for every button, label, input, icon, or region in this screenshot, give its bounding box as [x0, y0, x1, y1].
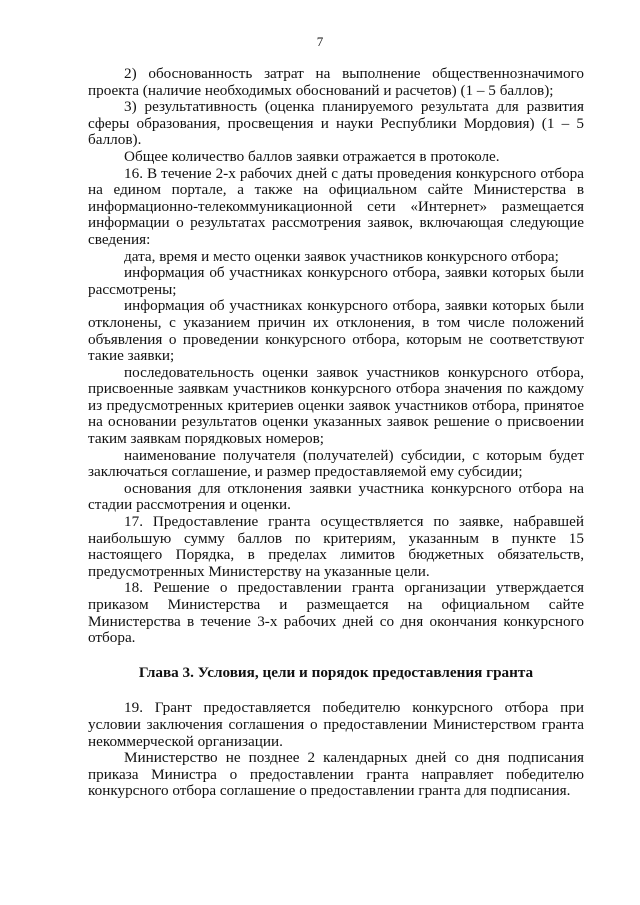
paragraph-criterion-2: 2) обоснованность затрат на выполнение общественнозначимого проекта (наличие необходимых обоснований и расчетов) (1 – 5 баллов); — [88, 65, 584, 99]
spacer — [88, 647, 584, 665]
paragraph-16-item-sequence: последовательность оценки заявок участников конкурсного отбора, присвоенные заявкам участников конкурсного отбора значения по каждому из предусмотренных критериев оценки заявок участников отбора, принятое на основании результатов оценки указанных заявок решение о присвоении таким заявкам порядковых номеров; — [88, 363, 584, 448]
spacer — [88, 681, 584, 700]
paragraph-16-item-rejected: информация об участниках конкурсного отбора, заявки которых были отклонены, с указанием причин их отклонения, в том числе положений объявления о проведении конкурсного отбора, которым не соответствуют такие заявки; — [88, 297, 584, 365]
paragraph-criterion-3: 3) результативность (оценка планируемого результата для развития сферы образования, просвещения и науки Республики Мордовия) (1 – 5 баллов). — [88, 98, 584, 149]
paragraph-total-score: Общее количество баллов заявки отражается в протоколе. — [124, 147, 500, 165]
paragraph-16-item-recipient: наименование получателя (получателей) субсидии, с которым будет заключаться соглашение, и размер предоставляемой ему субсидии; — [88, 446, 584, 481]
paragraph-19-ministry: Министерство не позднее 2 календарных дней со дня подписания приказа Министра о предоставлении гранта направляет победителю конкурсного отбора соглашение о предоставлении гранта для подписания. — [88, 749, 584, 800]
paragraph-17: 17. Предоставление гранта осуществляется по заявке, набравшей наибольшую сумму баллов по критериям, указанным в пункте 15 настоящего Порядка, в пределах лимитов бюджетных обязательств, предусмотренных Министерству на указанные цели. — [88, 513, 584, 580]
paragraph-18: 18. Решение о предоставлении гранта организации утверждается приказом Министерства и размещается на официальном сайте Министерства в течение 3-х рабочих дней со дня окончания конкурсного отбора. — [88, 579, 584, 647]
page-number: 7 — [316, 34, 324, 49]
paragraph-16-item-date: дата, время и место оценки заявок участников конкурсного отбора; — [124, 247, 559, 265]
document-body — [88, 66, 584, 800]
paragraph-16-item-reviewed: информация об участниках конкурсного отбора, заявки которых были рассмотрены; — [88, 264, 584, 298]
paragraph-16: 16. В течение 2-х рабочих дней с даты проведения конкурсного отбора на едином портале, а также на официальном сайте Министерства в информационно-телекоммуникационной сети «Интернет» размещается информации о результатах рассмотрения заявок, включающая следующие сведения: — [88, 164, 584, 248]
paragraph-16-item-grounds: основания для отклонения заявки участника конкурсного отбора на стадии рассмотрения и оценки. — [88, 479, 584, 514]
chapter-heading: Глава 3. Условия, цели и порядок предоставления гранта — [138, 663, 534, 681]
paragraph-19: 19. Грант предоставляется победителю конкурсного отбора при условии заключения соглашения о предоставлении Министерством гранта некоммерческой организации. — [88, 699, 584, 750]
